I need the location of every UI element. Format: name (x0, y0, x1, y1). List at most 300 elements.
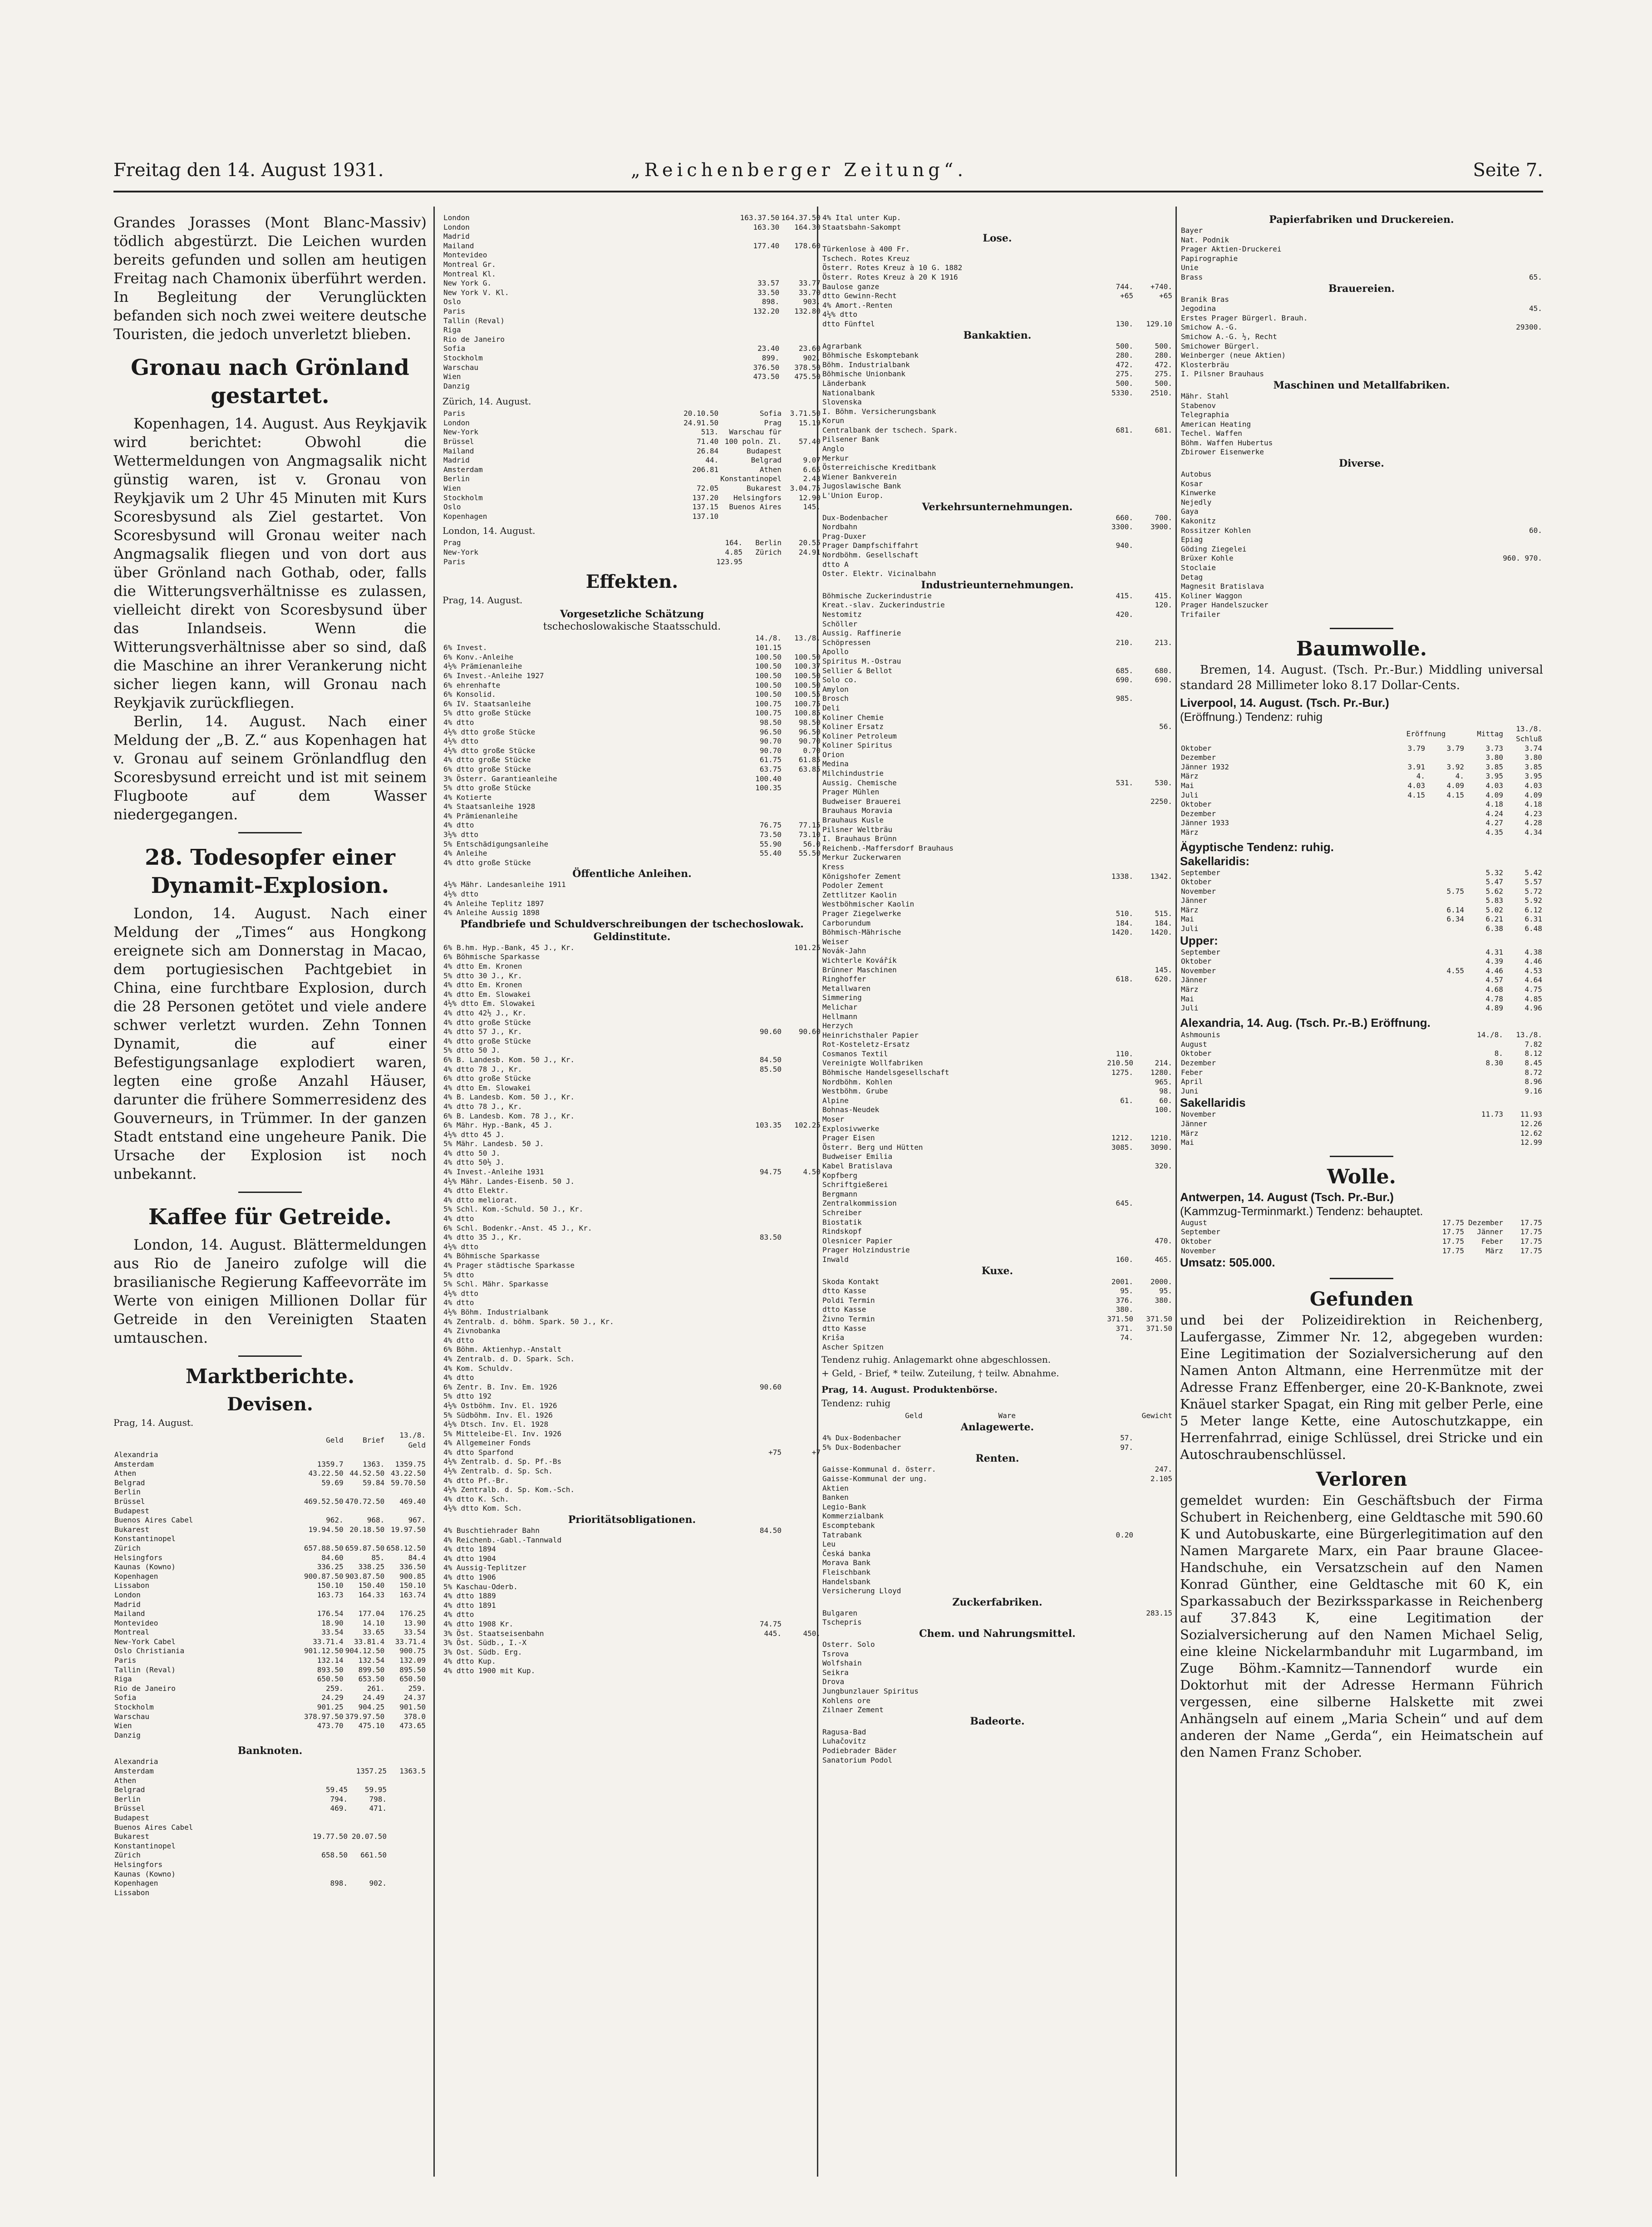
row-value: 3900. (1150, 522, 1172, 532)
table-row (442, 1573, 821, 1582)
row-label: Agrarbank (822, 341, 862, 350)
row-value: 5.83 (1485, 896, 1503, 905)
table-row (821, 1659, 1173, 1668)
row-value: 658.50 (321, 1851, 348, 1860)
row-value: 5.75 (1446, 887, 1464, 896)
table-row (821, 532, 1173, 542)
row-value: 4.57 (1485, 976, 1503, 985)
row-value (1095, 788, 1134, 797)
row-value: 164.33 (358, 1590, 385, 1599)
row-value (1504, 360, 1543, 370)
row-label: Jänner (1181, 976, 1207, 985)
row-value: 380. (1155, 1296, 1172, 1305)
row-label: Tallin (Reval) (443, 316, 505, 325)
table-row (442, 538, 821, 548)
table-row (442, 1485, 821, 1495)
row-value (782, 1601, 821, 1611)
row-label: Handelsbank (822, 1577, 870, 1586)
row-value (1502, 498, 1543, 507)
row-value (782, 1610, 821, 1620)
row-label: Amsterdam (114, 1459, 154, 1468)
row-label: Erstes Prager Bürgerl. Brauh. (1181, 313, 1308, 322)
table-row (442, 428, 821, 437)
row-label: I. Böhm. Versicherungsbank (822, 407, 936, 416)
row-label: Branik Bras (1181, 295, 1229, 304)
table-row (821, 834, 1173, 844)
row-value: 63.85 (798, 764, 821, 774)
effekten-section: Vorgesetzliche Schätzung (560, 608, 704, 621)
row-value: 17.75 (1442, 1227, 1464, 1237)
row-value (1502, 582, 1543, 591)
row-value: 475.50 (794, 372, 821, 381)
row-label: Sellier & Bellot (822, 666, 893, 675)
row-value: März (1485, 1246, 1503, 1255)
row-value: 798. (369, 1794, 387, 1803)
table-row (821, 993, 1173, 1003)
table-row (1180, 545, 1543, 554)
kuxe-table (821, 1277, 1173, 1352)
table-row (113, 1507, 427, 1516)
row-value (1095, 1474, 1134, 1484)
row-value (1426, 896, 1465, 906)
row-value: 43.22.50 (390, 1469, 426, 1478)
row-value (743, 1582, 782, 1592)
table-row (442, 1536, 821, 1545)
table-row (442, 1629, 821, 1639)
row-value (1134, 551, 1173, 560)
row-value: 901.25 (317, 1703, 344, 1712)
table-row (442, 908, 821, 918)
row-label: Brosch (822, 694, 849, 703)
wolle-header: Antwerpen, 14. August (Tsch. Pr.-Bur.) (1180, 1190, 1394, 1204)
row-label: Nordböhm. Gesellschaft (822, 551, 919, 559)
alexandria-sakel-label: Sakellaridis (1180, 1096, 1246, 1110)
table-row (821, 1577, 1173, 1587)
table-row (442, 1364, 821, 1374)
row-value: 132.80 (794, 306, 821, 315)
row-value: 645. (1116, 1199, 1133, 1208)
row-value (1095, 750, 1134, 760)
table-row (1180, 966, 1543, 976)
row-value (1134, 946, 1173, 956)
table-row (442, 447, 821, 456)
row-label: Danzig (114, 1730, 141, 1739)
row-value (1134, 463, 1173, 473)
row-value (739, 316, 781, 326)
row-value: 968. (367, 1516, 385, 1525)
row-value (743, 1545, 782, 1554)
upper-label: Upper: (1180, 933, 1218, 947)
table-row (821, 291, 1173, 301)
table-row (821, 1031, 1173, 1040)
table-row (821, 1609, 1173, 1618)
table-row (113, 1804, 427, 1813)
row-value (349, 1813, 388, 1823)
table-row (821, 694, 1173, 704)
table-row (1180, 868, 1543, 878)
row-value: 17.75 (1520, 1218, 1542, 1227)
row-label: Österr. Rotes Kreuz à 20 K 1916 (822, 272, 958, 281)
row-label: 4% dtto 1889 (443, 1591, 496, 1601)
table-row (1180, 563, 1543, 573)
row-value: 904.25 (358, 1703, 385, 1712)
row-label: Mai (1181, 1138, 1194, 1147)
row-value (1426, 809, 1465, 819)
table-row (442, 474, 821, 484)
table-row (821, 1756, 1173, 1765)
row-value: 24.37 (403, 1693, 426, 1702)
row-value (1095, 1659, 1134, 1668)
table-row (442, 465, 821, 475)
table-row (1180, 488, 1543, 498)
row-label: 4½% dtto Kom. Sch. (443, 1504, 522, 1513)
egypt-header: Ägyptische Tendenz: ruhig. (1180, 840, 1334, 854)
table-row (821, 1687, 1173, 1696)
row-label: März (1181, 1128, 1199, 1138)
row-label: Papirographie (1181, 254, 1238, 263)
row-value (1134, 1640, 1173, 1650)
row-value: 985. (1116, 694, 1133, 703)
row-value: 4.85 (725, 548, 742, 557)
table-row (442, 1610, 821, 1620)
table-row (442, 971, 821, 981)
row-value: 965. (1155, 1077, 1172, 1086)
alexandria-header: Alexandria, 14. Aug. (Tsch. Pr.-B.) Eröffnung. (1180, 1015, 1431, 1030)
table-row (442, 409, 821, 419)
row-label: 4% dtto Sparfond (443, 1448, 514, 1457)
row-value: 5.72 (1524, 887, 1542, 896)
row-label: New York V. Kl. (443, 288, 509, 297)
row-value: 4.18 (1524, 800, 1542, 809)
row-value (303, 1488, 344, 1497)
effekten-table-4 (442, 1526, 821, 1676)
row-label: London (443, 418, 470, 427)
table-row (821, 778, 1173, 788)
row-value: 510. (1116, 909, 1133, 918)
table-row (821, 454, 1173, 463)
row-label: Nordbahn (822, 522, 858, 532)
row-label: Bayer (1181, 226, 1203, 235)
industrie-table (821, 591, 1173, 1265)
row-label: 4% Staatsanleihe 1928 (443, 802, 536, 811)
row-label: 6% Schl. Bodenkr.-Anst. 45 J., Kr. (443, 1223, 592, 1232)
row-value (782, 1271, 821, 1280)
row-label: Klosterbräu (1181, 360, 1229, 369)
row-label: Oktober (1181, 800, 1212, 809)
row-value: 899. (762, 353, 780, 362)
header-date: Freitag den 14. August 1931. (113, 160, 384, 181)
row-label: 6% ehrenhafte (443, 680, 501, 690)
row-label: Wien (114, 1721, 132, 1730)
row-value: Sofia (759, 409, 782, 418)
row-value: 17.75 (1520, 1227, 1542, 1237)
row-label: Sofia (114, 1693, 137, 1702)
row-label: Prager Handelszucker (1181, 601, 1268, 610)
row-value: 1359.7 (317, 1459, 344, 1468)
row-value (782, 1251, 821, 1261)
header-paper-name: „Reichenberger Zeitung“. (631, 160, 968, 181)
produkten-subheader: Tendenz: ruhig (821, 1398, 891, 1409)
row-value (1502, 545, 1543, 554)
table-row (113, 1534, 427, 1544)
row-value: 4.50 (803, 1168, 821, 1177)
row-value: 380. (1116, 1305, 1133, 1314)
row-value: 902. (803, 353, 821, 362)
table-row (442, 1298, 821, 1308)
row-label: Tallin (Reval) (114, 1665, 176, 1674)
kuxe-legend: + Geld, - Brief, * teilw. Zuteilung, † teilw. Abnahme. (821, 1368, 1059, 1379)
row-label: Merkur (822, 453, 849, 463)
table-row (821, 769, 1173, 778)
row-label: Kress (822, 862, 845, 871)
table-row (1180, 791, 1543, 800)
divider (1330, 1278, 1393, 1279)
row-value (1095, 732, 1134, 741)
table-row (442, 737, 821, 746)
table-row (821, 1208, 1173, 1218)
table-row (442, 1121, 821, 1130)
row-value (1134, 704, 1173, 713)
row-value: 903. (803, 297, 821, 306)
row-value (780, 232, 821, 241)
row-value (1095, 825, 1134, 835)
table-row (821, 1049, 1173, 1059)
liverpool-subheader: (Eröffnung.) Tendenz: ruhig (1180, 709, 1323, 724)
row-value (782, 1373, 821, 1383)
row-value: 3.95 (1485, 772, 1503, 781)
row-value (1426, 957, 1465, 966)
divider (1330, 1156, 1393, 1157)
row-value: 19.97.50 (390, 1525, 426, 1534)
row-value (349, 1860, 388, 1870)
row-value (743, 1345, 782, 1355)
table-row (821, 1255, 1173, 1265)
row-label: Stockholm (114, 1703, 154, 1712)
row-label: 4% dtto 35 J., Kr. (443, 1233, 522, 1242)
row-value: 3.95 (1524, 772, 1542, 781)
row-value (1095, 891, 1134, 900)
row-value (743, 1601, 782, 1611)
table-row (821, 389, 1173, 398)
row-value: 3.79 (1407, 744, 1425, 753)
ashmounis-label: Ashmounis (1181, 1030, 1220, 1039)
column-header: 13./8. Schluß (1516, 724, 1542, 743)
row-label: Feber (1181, 1068, 1203, 1077)
table-row (821, 444, 1173, 454)
row-value: 650.50 (399, 1675, 426, 1684)
row-value: 1212. (1111, 1133, 1133, 1143)
row-value (1426, 800, 1465, 809)
produkten-table-5 (821, 1640, 1173, 1715)
table-row (113, 1544, 427, 1553)
col3-top-table (821, 213, 1173, 232)
row-value (1134, 1246, 1173, 1255)
row-value (1095, 1650, 1134, 1659)
table-row (442, 1130, 821, 1140)
table-row (821, 1277, 1173, 1287)
table-row (113, 1637, 427, 1647)
row-label: Versicherung Lloyd (822, 1586, 901, 1596)
row-value (388, 1842, 427, 1851)
table-row (821, 1333, 1173, 1343)
table-row (442, 1037, 821, 1046)
row-value: 184. (1155, 918, 1172, 927)
row-value (1095, 647, 1134, 657)
row-value: 59.69 (321, 1478, 344, 1487)
row-label: März (1181, 985, 1199, 994)
row-label: Korun (822, 416, 845, 425)
table-row (442, 1326, 821, 1336)
row-label: November (1181, 1110, 1216, 1119)
table-row (821, 1324, 1173, 1334)
row-value (743, 1326, 782, 1336)
table-row (1180, 1119, 1543, 1129)
row-value (1095, 1756, 1134, 1765)
row-value (743, 1364, 782, 1374)
section-kuxe: Kuxe. (981, 1265, 1013, 1277)
row-label: I. Pilsner Brauhaus (1181, 370, 1264, 379)
row-value: 20.55 (798, 538, 821, 547)
row-value: 371.50 (1146, 1314, 1172, 1323)
row-value: 903.87.50 (345, 1572, 385, 1581)
table-row (821, 223, 1173, 232)
row-value (1134, 435, 1173, 444)
row-value: 3.80 (1524, 753, 1542, 762)
row-value: 4.46 (1524, 957, 1542, 966)
row-label: Prager Dampfschiffahrt (822, 541, 919, 550)
row-value (1134, 245, 1173, 254)
table-row (821, 797, 1173, 807)
table-row (821, 937, 1173, 947)
row-value (782, 1009, 821, 1018)
table-row (821, 1180, 1173, 1190)
row-value (310, 1813, 349, 1823)
table-row (1180, 498, 1543, 507)
row-label: Jegodina (1181, 304, 1216, 313)
row-value (1134, 694, 1173, 704)
row-value: 445. (764, 1629, 782, 1638)
row-value: 1363.5 (399, 1767, 426, 1775)
wolle-table (1180, 1218, 1543, 1256)
row-value (1095, 1687, 1134, 1696)
row-value (1134, 569, 1173, 579)
row-value (782, 990, 821, 1000)
row-value: 3.91 (1407, 762, 1425, 771)
row-label: Madrid (114, 1600, 141, 1609)
row-value (743, 1280, 782, 1289)
row-value (1387, 753, 1426, 763)
row-value (782, 1383, 821, 1392)
table-row (1180, 401, 1543, 411)
table-row (442, 802, 821, 812)
row-label: 4% dtto (443, 1214, 474, 1223)
row-value (782, 793, 821, 803)
row-value (743, 990, 782, 1000)
row-value (739, 232, 781, 241)
table-row (1180, 809, 1543, 819)
row-value: 123.95 (716, 557, 742, 566)
row-value (1134, 1031, 1173, 1040)
row-label: Stockholm (443, 493, 483, 502)
row-value (743, 1018, 782, 1028)
row-value: Belgrad (751, 456, 782, 465)
table-row (821, 732, 1173, 741)
row-value: 33.71.4 (313, 1637, 344, 1646)
row-value (743, 899, 782, 909)
row-value (743, 802, 782, 812)
row-label: Zettlitzer Kaolin (822, 890, 897, 899)
row-value: 210.50 (1107, 1059, 1133, 1068)
table-row (821, 1012, 1173, 1022)
row-value: 3.79 (1446, 744, 1464, 753)
row-value: 13.90 (403, 1618, 426, 1627)
row-label: Hellmann (822, 1012, 858, 1021)
row-value: 661.50 (360, 1851, 387, 1860)
row-value: 95. (1120, 1286, 1133, 1296)
row-label: 4% Böhmische Sparkasse (443, 1251, 540, 1261)
row-value (1095, 881, 1134, 891)
row-value (782, 1467, 821, 1476)
table-row (821, 1586, 1173, 1596)
row-value: 650.50 (317, 1675, 344, 1684)
row-value: 700. (1155, 513, 1172, 522)
row-value (1134, 1190, 1173, 1199)
row-value (1095, 254, 1134, 264)
row-value: +65 (1159, 291, 1172, 301)
row-value (739, 270, 781, 279)
bankaktien-table (821, 342, 1173, 501)
row-value (743, 1009, 782, 1018)
row-value (1134, 1558, 1173, 1568)
row-value: 130. (1116, 319, 1133, 328)
row-label: Techel. Waffen (1181, 429, 1242, 438)
row-label: Brauhaus Kusle (822, 816, 884, 825)
row-value (1095, 1618, 1134, 1627)
row-value: 5330. (1111, 388, 1133, 397)
row-value (1095, 454, 1134, 463)
row-value (1134, 1737, 1173, 1746)
row-value: 5.62 (1485, 887, 1503, 896)
row-label: Oktober (1181, 877, 1212, 887)
row-value: 4.09 (1446, 781, 1464, 790)
row-value (743, 1102, 782, 1112)
row-label: Apollo (822, 647, 849, 656)
table-row (1180, 479, 1543, 489)
row-value: 29300. (1516, 323, 1542, 332)
table-row (113, 1675, 427, 1684)
row-label: Banken (822, 1493, 849, 1502)
row-value (388, 1785, 427, 1795)
row-label: 4% dtto 1891 (443, 1601, 496, 1610)
row-value: 3.04.75 (790, 484, 821, 493)
table-row (1180, 915, 1543, 924)
article-title-kaffee: Kaffee für Getreide. (148, 1204, 392, 1230)
row-value (1134, 491, 1173, 501)
row-label: Böhmische Zuckerindustrie (822, 591, 932, 600)
row-value: 55.40 (759, 849, 782, 858)
row-value: 690. (1116, 675, 1133, 685)
row-value (1502, 507, 1543, 517)
row-value (1134, 881, 1173, 891)
row-value (1095, 435, 1134, 444)
row-label: Amsterdam (114, 1767, 154, 1775)
table-row (113, 1703, 427, 1712)
row-label: 3% Ost. Südb. Erg. (443, 1647, 522, 1656)
row-value (1134, 1003, 1173, 1012)
row-value (349, 1823, 388, 1833)
row-value (1095, 1577, 1134, 1587)
row-value (1095, 213, 1134, 223)
